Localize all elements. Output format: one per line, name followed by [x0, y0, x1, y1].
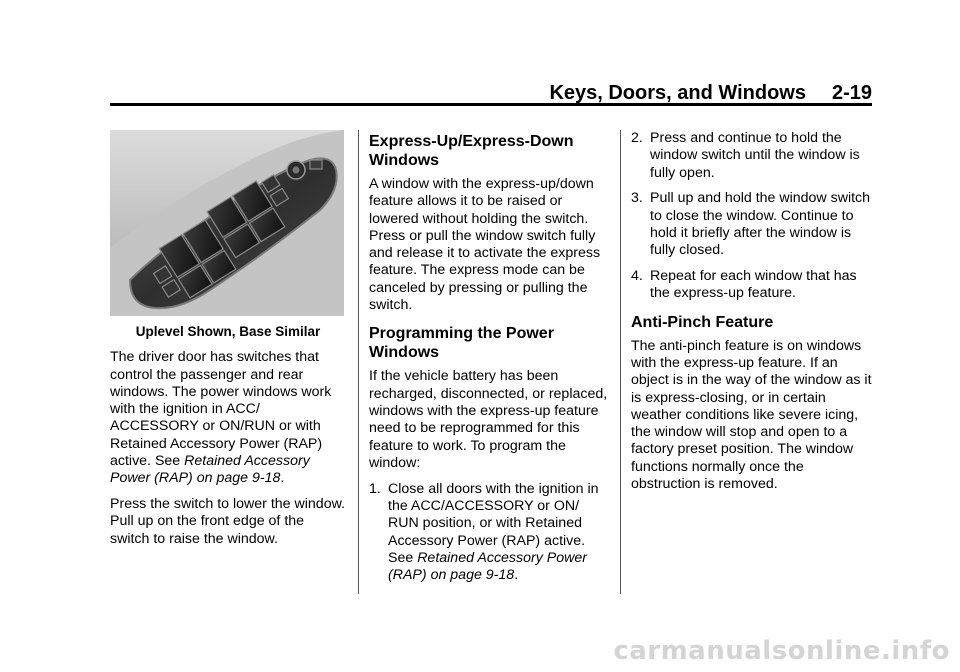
list-item-step-3: 3. Pull up and hold the window switch to close the window. Continue to hold it briefly after the window is fully closed.	[631, 190, 871, 259]
list-item-step-1: 1. Close all doors with the ignition in the ACC/ACCESSORY or ON/ RUN position, or with Retained Accessory Power (RAP) active. See Retained Accessory Power (RAP) on page 9-18.	[369, 480, 599, 584]
cross-reference-link[interactable]: Retained Accessory Power (RAP) on page 9-18	[388, 549, 587, 584]
watermark: carmanualsonline.info	[613, 636, 950, 666]
paragraph-express-feature: A window with the express-up/down feature allows it to be raised or lowered without holding the switch. Press or pull the window switch fully and release it to activate the express feature. The express mode can be canceled by pressing or pulling the switch.	[369, 176, 601, 314]
paragraph-programming-intro: If the vehicle battery has been recharged, disconnected, or replaced, windows with the express-up feature need to be reprogrammed for this feature to work. To program the window:	[369, 368, 608, 471]
column-divider-1	[358, 130, 359, 594]
heading-express-windows: Express-Up/Express-Down Windows	[369, 133, 574, 169]
window-switch-figure	[110, 130, 344, 316]
paragraph-power-windows: The driver door has switches that control the passenger and rear windows. The power windows work with the ignition in ACC/ ACCESSORY or ON/RUN or with Retained Accessory Power (RAP) active. See Retained Accessory Power (RAP) on page 9-18.	[110, 349, 332, 487]
list-item-step-4: 4. Repeat for each window that has the express-up feature.	[631, 268, 857, 302]
header-rule	[110, 103, 872, 106]
column-3	[631, 130, 875, 502]
paragraph-switch-usage: Press the switch to lower the window. Pull up on the front edge of the switch to raise the window.	[110, 496, 345, 547]
window-switch-illustration	[110, 130, 344, 316]
cross-reference-link[interactable]: Retained Accessory Power (RAP) on page 9-18	[110, 453, 310, 487]
section-title: Keys, Doors, and Windows	[549, 81, 806, 104]
page-number: 2-19	[831, 81, 872, 104]
column-1	[110, 130, 346, 557]
figure-caption: Uplevel Shown, Base Similar	[135, 324, 321, 339]
paragraph-anti-pinch: The anti-pinch feature is on windows with the express-up feature. If an object is in the way of the window as it is express-closing, or in certain weather conditions like severe icing, the window will stop and open to a factory preset position. The window functions normally once the obstruction is removed.	[631, 337, 872, 493]
heading-programming: Programming the Power Windows	[369, 325, 554, 362]
list-item-step-2: 2. Press and continue to hold the window switch until the window is fully open.	[631, 130, 860, 181]
column-divider-2	[620, 130, 621, 594]
column-2	[369, 130, 609, 593]
heading-anti-pinch: Anti-Pinch Feature	[631, 313, 774, 331]
